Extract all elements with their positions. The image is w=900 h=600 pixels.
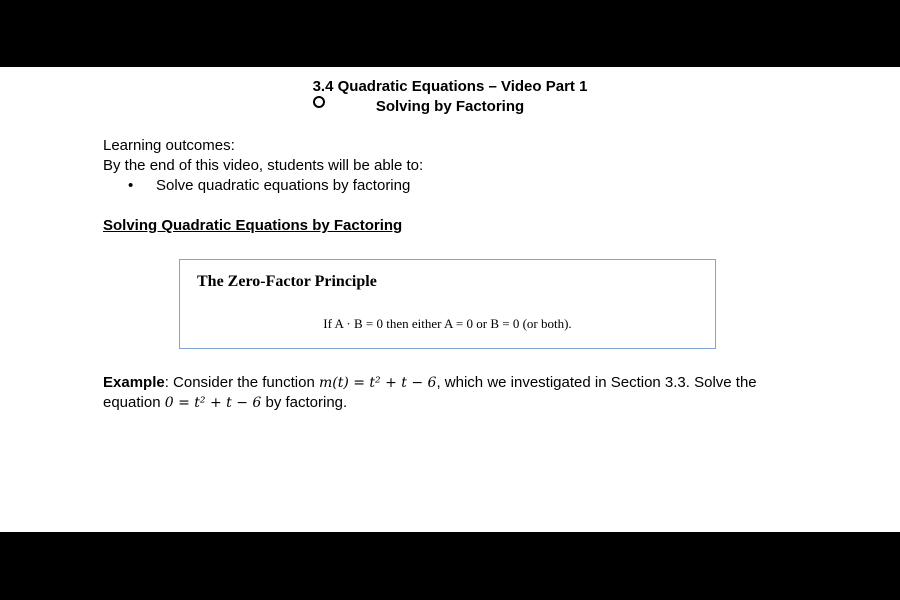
example-label: Example — [103, 374, 165, 391]
example-paragraph — [103, 373, 783, 393]
outcome-text: Solve quadratic equations by factoring — [156, 177, 411, 194]
section-heading: Solving Quadratic Equations by Factoring — [103, 217, 403, 234]
example-text-d: by factoring. — [261, 394, 348, 411]
learning-outcomes-intro: By the end of this video, students will be able to: — [103, 157, 424, 174]
outcome-list-item — [128, 176, 410, 196]
example-text-a: : Consider the function — [164, 374, 319, 391]
document-page — [0, 67, 900, 532]
example-math-function: m(t) = t² + t − 6 — [318, 375, 437, 391]
example-math-equation: 0 = t² + t − 6 — [164, 395, 262, 411]
zero-factor-principle-box — [179, 259, 716, 349]
bullet-icon: • — [128, 177, 134, 194]
example-paragraph-line2 — [103, 393, 347, 413]
learning-outcomes-heading: Learning outcomes: — [103, 137, 235, 154]
title-line-2: Solving by Factoring — [375, 98, 525, 115]
box-title: The Zero-Factor Principle — [197, 273, 377, 290]
title-line-1: 3.4 Quadratic Equations – Video Part 1 — [312, 78, 588, 95]
box-rule-text: If A · B = 0 then either A = 0 or B = 0 (or both). — [323, 316, 572, 331]
mouse-cursor-icon — [313, 96, 325, 108]
example-text-b: , which we investigated in Section 3.3. Solve the — [436, 374, 757, 391]
document-title — [0, 77, 900, 117]
example-text-c: equation — [103, 394, 165, 411]
top-letterbox-bar — [0, 0, 900, 67]
bottom-letterbox-bar — [0, 532, 900, 600]
